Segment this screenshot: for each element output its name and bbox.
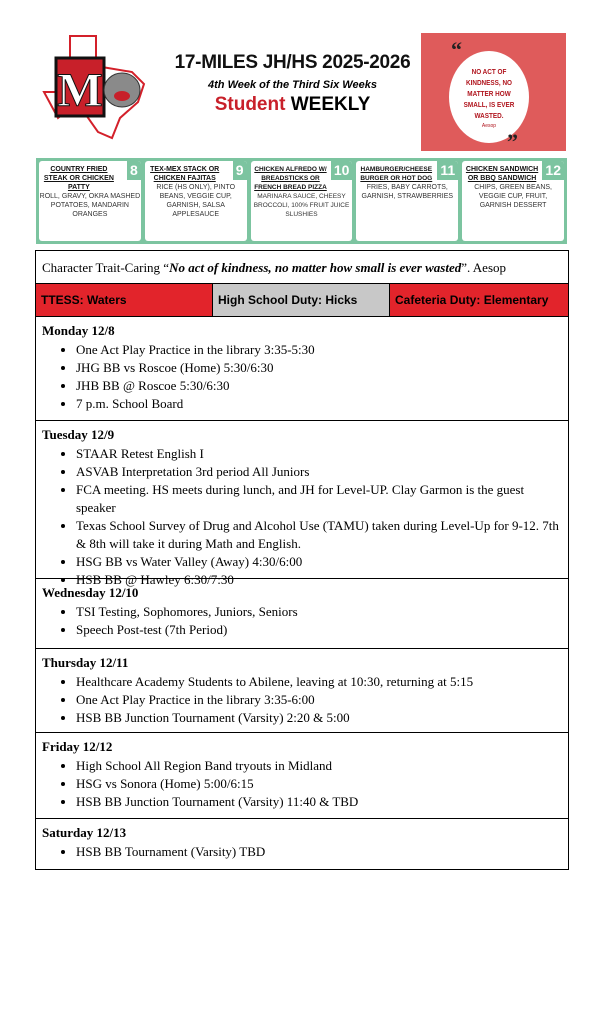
menu-date: 8 [127,161,141,180]
event-item: • FCA meeting. HS meets during lunch, and JH for Level-UP. Clay Garmon is the guest speaker [76,481,562,517]
event-item: • TSI Testing, Sophomores, Juniors, Seniors [76,603,562,621]
svg-text:M: M [57,64,103,117]
duty-row [36,284,568,317]
day-heading: Thursday 12/11 [42,655,129,670]
menu-date: 10 [331,161,353,180]
event-item: • Healthcare Academy Students to Abilene, leaving at 10:30, returning at 5:15 [76,673,562,691]
header-title-block [160,52,425,116]
menu-main: TEX-MEX STACK OR CHICKEN FAJITAS [150,166,220,182]
day-heading: Monday 12/8 [42,323,115,338]
event-list [42,603,562,639]
event-item: • High School All Region Band tryouts in Midland [76,757,562,775]
trait-suffix: ”. Aesop [461,260,507,275]
character-trait [36,251,568,284]
menu-day [356,161,458,241]
event-item: • Speech Post-test (7th Period) [76,621,562,639]
week-subtitle: 4th Week of the Third Six Weeks [208,79,377,91]
event-item: • HSB BB @ Hawley 6:30/7:30 [76,571,562,589]
day-section [36,819,568,869]
day-section [36,733,568,819]
menu-sides: ROLL, GRAVY, OKRA MASHED POTATOES, MANDARIN ORANGES [39,193,141,218]
event-item: • JHG BB vs Roscoe (Home) 5:30/6:30 [76,359,562,377]
trait-prefix: Character Trait-Caring “ [42,260,170,275]
event-list [42,757,562,811]
close-quote-icon: ” [507,129,518,154]
menu-main: CHICKEN SANDWICH OR BBQ SANDWICH [465,166,539,182]
menu-day [251,161,353,241]
weekly-schedule-table [35,250,569,870]
menu-sides: FRIES, BABY CARROTS, GARNISH, STRAWBERRIES [361,184,454,200]
day-heading: Tuesday 12/9 [42,427,115,442]
menu-main: CHICKEN ALFREDO W/ BREADSTICKS OR FRENCH BREAD PIZZA [254,166,327,191]
menu-day [39,161,141,241]
menu-date: 11 [437,161,458,180]
student-word: Student [214,94,286,115]
event-item: • 7 p.m. School Board [76,395,562,413]
event-item: • HSB BB Junction Tournament (Varsity) 11:40 & TBD [76,793,562,811]
event-item: • HSB BB Tournament (Varsity) TBD [76,843,562,861]
event-item: • One Act Play Practice in the library 3:35-5:30 [76,341,562,359]
event-item: • STAAR Retest English I [76,445,562,463]
event-item: • One Act Play Practice in the library 3:35-6:00 [76,691,562,709]
cafeteria-duty: Cafeteria Duty: Elementary [390,284,568,316]
menu-day [462,161,564,241]
kindness-quote-image [421,33,566,154]
menu-sides: RICE (HS ONLY), PINTO BEANS, VEGGIE CUP, GARNISH, SALSA APPLESAUCE [156,184,236,218]
trait-quote: No act of kindness, no matter how small is ever wasted [169,260,462,275]
day-section [36,579,568,649]
lunch-menu-strip [36,158,567,244]
day-heading: Saturday 12/13 [42,825,127,840]
event-item: • HSG vs Sonora (Home) 5:00/6:15 [76,775,562,793]
menu-day [145,161,247,241]
event-item: • HSB BB Junction Tournament (Varsity) 2:20 & 5:00 [76,709,562,727]
school-title: 17-MILES JH/HS 2025-2026 [174,52,411,73]
menu-date: 12 [542,161,564,180]
menu-main: COUNTRY FRIED STEAK OR CHICKEN PATTY [43,166,114,191]
menu-sides: CHIPS, GREEN BEANS, VEGGIE CUP, FRUIT, GARNISH DESSERT [474,184,552,209]
school-logo [40,32,150,144]
newsletter-name [160,94,425,116]
day-heading: Wednesday 12/10 [42,585,139,600]
day-section [36,649,568,733]
weekly-word: WEEKLY [290,94,371,115]
day-section [36,421,568,587]
quote-image-author: Aesop [481,122,497,129]
event-list [42,843,562,861]
menu-main: HAMBURGER/CHEESEBURGER OR HOT DOG [360,166,433,182]
event-item: • ASVAB Interpretation 3rd period All Juniors [76,463,562,481]
event-item: • HSG BB vs Water Valley (Away) 4:30/6:00 [76,553,562,571]
event-list [42,341,562,413]
menu-sides: MARINARA SAUCE, CHEESY BROCCOLI, 100% FRUIT JUICE SLUSHIES [253,193,350,218]
event-item: • JHB BB @ Roscoe 5:30/6:30 [76,377,562,395]
day-section [36,317,568,421]
event-list [42,673,562,727]
high-school-duty: High School Duty: Hicks [213,284,390,316]
event-list [42,445,562,589]
ttess-duty: TTESS: Waters [36,284,213,316]
day-heading: Friday 12/12 [42,739,113,754]
event-item: • Texas School Survey of Drug and Alcohol Use (TAMU) taken during Level-Up for 9-12. 7th & 8th will take it during Math and English. [76,517,562,553]
quote-image-text: NO ACT OF KINDNESS, NO MATTER HOW SMALL, IS EVER WASTED. [463,66,515,120]
open-quote-icon: “ [451,37,462,62]
menu-date: 9 [233,161,247,180]
